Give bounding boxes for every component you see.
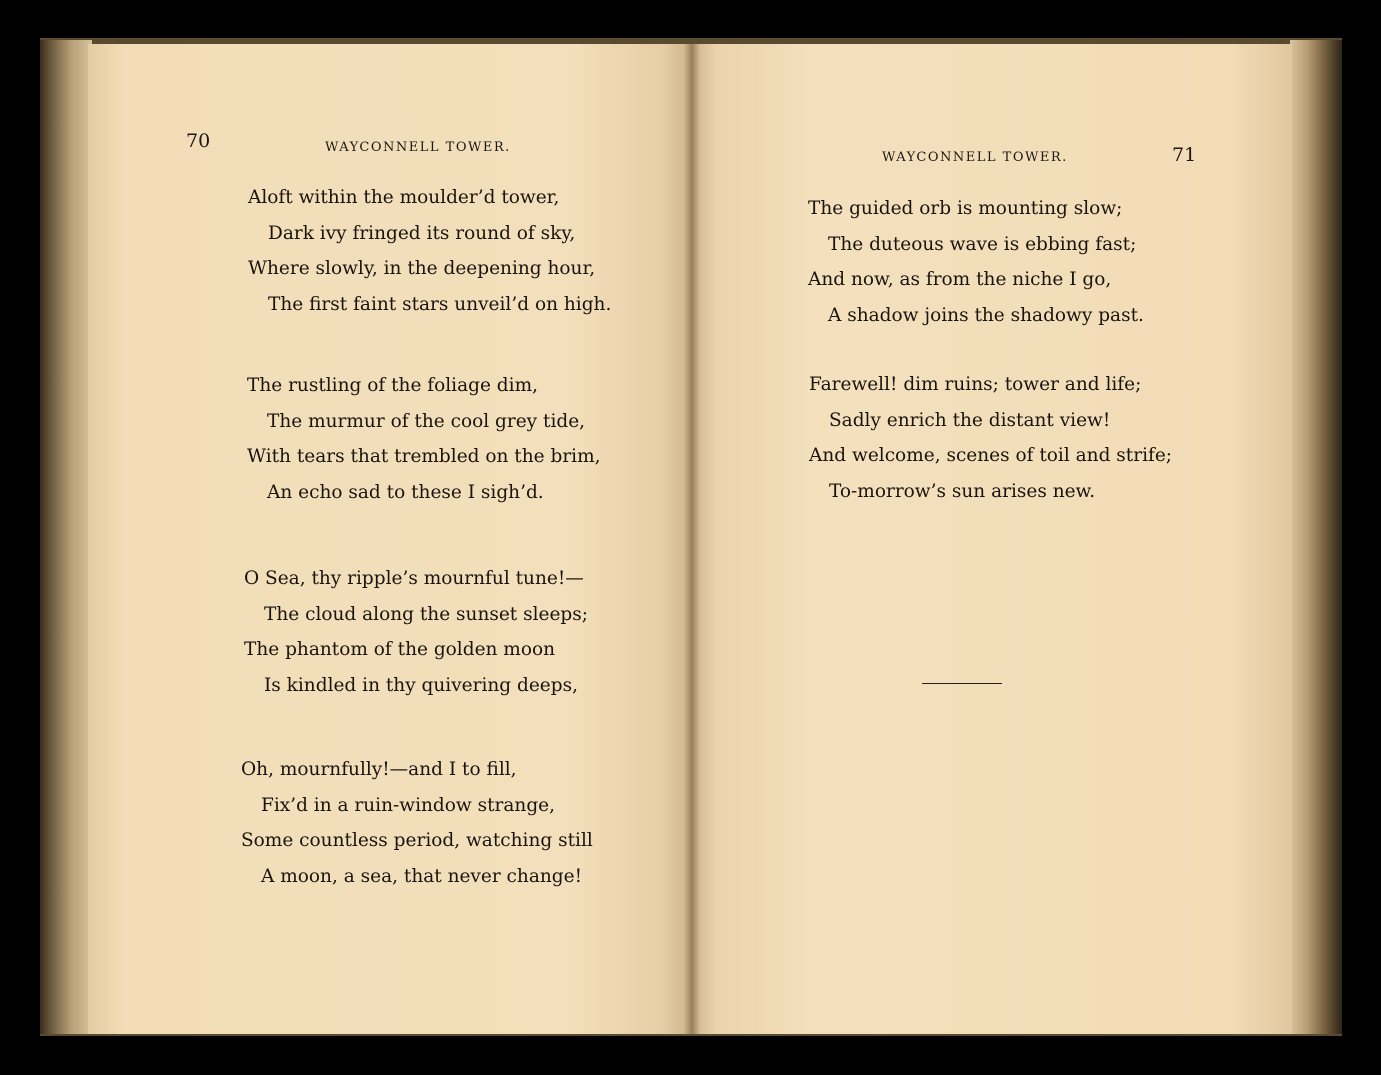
verse-line: And now, as from the niche I go, xyxy=(808,269,1112,290)
verse-line: Where slowly, in the deepening hour, xyxy=(248,258,596,279)
verse-line: O Sea, thy ripple’s mournful tune!— xyxy=(244,568,584,589)
stanza-left-1 xyxy=(248,180,611,322)
verse-line: Oh, mournfully!—and I to fill, xyxy=(241,759,517,780)
verse-line: Some countless period, watching still xyxy=(241,830,593,851)
stanza-left-2 xyxy=(247,368,601,510)
verse-line: Aloft within the moulder’d tower, xyxy=(248,187,560,208)
verse-line: Fix’d in a ruin-window strange, xyxy=(261,794,556,816)
stanza-left-3 xyxy=(244,561,588,703)
verse-line: With tears that trembled on the brim, xyxy=(247,446,601,467)
verse-line: Farewell! dim ruins; tower and life; xyxy=(809,374,1142,395)
verse-line: Dark ivy fringed its round of sky, xyxy=(268,222,576,244)
page-number-left: 70 xyxy=(186,130,211,152)
verse-line: The duteous wave is ebbing fast; xyxy=(828,233,1137,255)
verse-line: The guided orb is mounting slow; xyxy=(808,198,1123,219)
stanza-right-2 xyxy=(809,367,1172,509)
stanza-right-1 xyxy=(808,191,1144,333)
verse-line: Sadly enrich the distant view! xyxy=(829,409,1111,431)
verse-line: And welcome, scenes of toil and strife; xyxy=(809,445,1173,466)
running-head-right: WAYCONNELL TOWER. xyxy=(882,150,1068,165)
book-right-edge xyxy=(1290,40,1342,1034)
verse-line: To-morrow’s sun arises new. xyxy=(829,480,1096,502)
verse-line: The murmur of the cool grey tide, xyxy=(267,410,586,432)
book-left-edge xyxy=(40,40,92,1034)
verse-line: The first faint stars unveil’d on high. xyxy=(268,293,612,315)
stanza-left-4 xyxy=(241,752,593,894)
verse-line: A shadow joins the shadowy past. xyxy=(828,304,1144,326)
verse-line: The phantom of the golden moon xyxy=(244,639,556,660)
page-number-right: 71 xyxy=(1172,144,1197,166)
verse-line: Is kindled in thy quivering deeps, xyxy=(264,674,578,696)
running-head-left: WAYCONNELL TOWER. xyxy=(325,140,511,155)
verse-line: The rustling of the foliage dim, xyxy=(247,375,538,396)
verse-line: The cloud along the sunset sleeps; xyxy=(264,603,588,625)
book-gutter xyxy=(684,44,700,1034)
verse-line: An echo sad to these I sigh’d. xyxy=(267,481,544,503)
verse-line: A moon, a sea, that never change! xyxy=(261,865,583,887)
section-divider-rule xyxy=(922,683,1002,684)
